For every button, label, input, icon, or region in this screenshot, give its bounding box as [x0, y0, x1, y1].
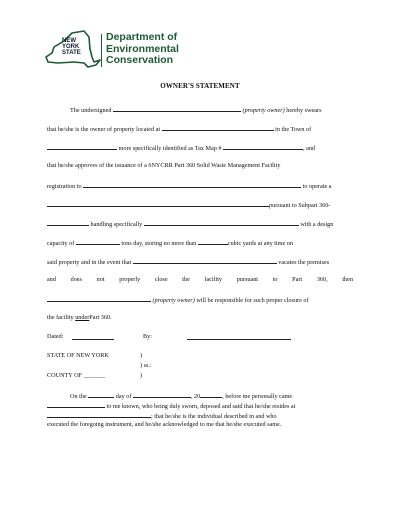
statement-line-9: said property and in the event that vacates the premises [47, 259, 330, 266]
materials-field[interactable] [144, 219, 299, 226]
dated-label: Dated: [47, 333, 64, 340]
dated-field[interactable] [72, 333, 114, 340]
town-field[interactable] [47, 143, 117, 150]
facility-type-field[interactable] [47, 200, 269, 207]
logo-divider [101, 34, 102, 67]
ack-line-4: executed the foregoing instrument, and he/she acknowledged to me that he/she executed same. [47, 421, 282, 428]
ack-year-field[interactable] [200, 391, 222, 398]
page-title: OWNER'S STATEMENT [160, 82, 240, 90]
logo-line-york: YORK [62, 44, 80, 51]
responsible-owner-field[interactable] [47, 295, 151, 302]
ack-residence-field[interactable] [47, 411, 151, 418]
signature-field-wrap [187, 333, 291, 343]
statement-line-6: pursuant to Subpart 360- [47, 200, 353, 210]
statement-line-11: (property owner) will be responsible for such proper closure of [47, 295, 353, 305]
statement-line-4: that he/she approves of the issuance of a 6NYCRR Part 360 Solid Waste Management Facility [47, 162, 281, 169]
registrant-field[interactable] [83, 181, 301, 188]
dated-field-wrap [72, 333, 114, 343]
statement-line-2: that he/she is the owner of property located at in the Town of [47, 126, 312, 133]
logo-state-name [62, 38, 98, 57]
by-label: By: [143, 333, 152, 340]
ack-person-field[interactable] [47, 401, 105, 408]
ack-line-2: to me known, who being duly sworn, deposed and said that he/she resides at [47, 401, 353, 411]
county-label: COUNTY OF _______ [47, 372, 106, 379]
signature-field[interactable] [187, 333, 291, 340]
county-field[interactable]: _______ [83, 372, 106, 379]
statement-line-10: and does not properly close the facility pursuant to Part 360, then [47, 276, 353, 283]
ack-line-1: On the day of , 20 , before me personally came [70, 393, 293, 400]
operator-field[interactable] [133, 257, 277, 264]
venue-ss: ) ss.: [140, 362, 152, 369]
capacity-field[interactable] [76, 238, 120, 245]
storage-field[interactable] [198, 238, 228, 245]
logo-line-new: NEW [62, 38, 76, 44]
department-name [106, 32, 246, 67]
ack-line-3: ; that he/she is the individual described in and who [47, 411, 353, 421]
statement-line-7: handling specifically with a design [47, 219, 353, 229]
ack-month-field[interactable] [133, 391, 191, 398]
statement-line-1: The undersigned (property owner) hereby swears [70, 107, 322, 114]
state-label: STATE OF NEW YORK [47, 352, 109, 359]
statement-line-3: more specifically identified as Tax Map # , and [47, 143, 353, 153]
logo-line-state: STATE [62, 50, 81, 57]
venue-paren-3: ) [140, 372, 143, 379]
ack-day-field[interactable] [88, 391, 114, 398]
statement-line-12: the facility underPart 360. [47, 314, 112, 321]
statement-line-8: capacity of tons day, storing no more than cubic yards at any time on [47, 240, 293, 247]
dept-line-1: Department of [106, 31, 178, 43]
subpart-field[interactable] [47, 219, 89, 226]
statement-line-5: registration to to operate a [47, 183, 332, 190]
tax-map-field[interactable] [223, 143, 303, 150]
venue-paren-1: ) [140, 352, 143, 359]
dec-logo [44, 29, 244, 71]
owner-name-field[interactable] [113, 105, 241, 112]
property-location-field[interactable] [162, 124, 274, 131]
dept-line-3: Conservation [106, 54, 174, 66]
dept-line-2: Environmental [106, 42, 179, 55]
